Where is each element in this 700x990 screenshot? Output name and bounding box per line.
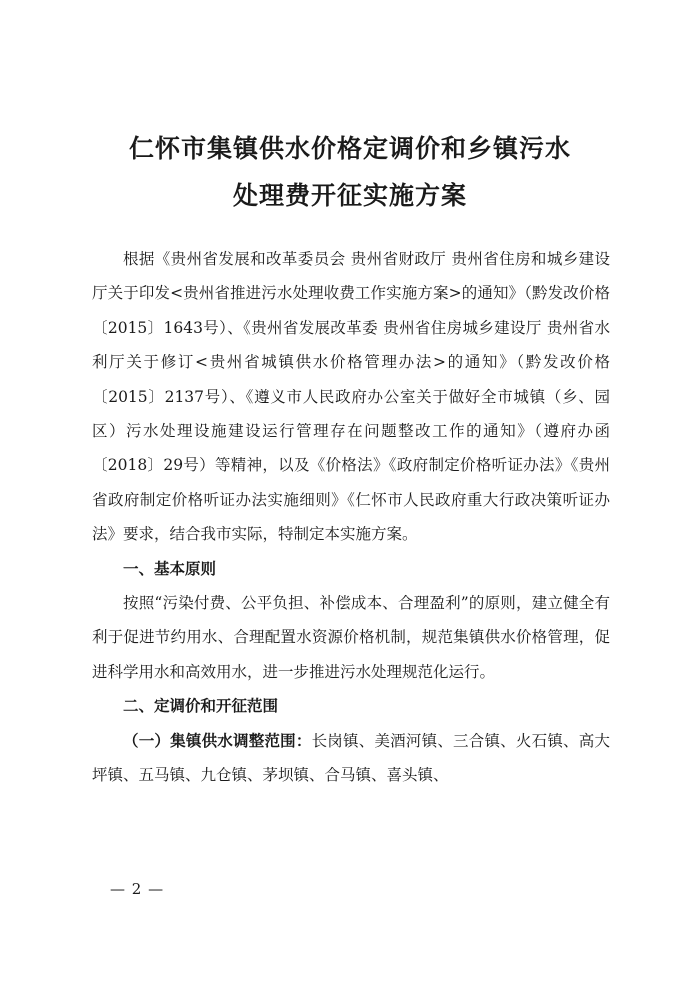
section-2-text: 长岗镇、美酒河镇、三合镇、火石镇、高大坪镇、五马镇、九仓镇、茅坝镇、合马镇、喜头镇、 xyxy=(92,731,610,785)
section-2-paragraph xyxy=(92,724,610,793)
section-2-subheading: （一）集镇供水调整范围： xyxy=(123,731,312,750)
document-title-line-2: 处理费开征实施方案 xyxy=(232,181,467,210)
section-1-paragraph: 按照“污染付费、公平负担、补偿成本、合理盈利”的原则，建立健全有利于促进节约用水、合理配置水资源价格机制，规范集镇供水价格管理，促进科学用水和高效用水，进一步推进污水处理规范化运行。 xyxy=(92,594,610,681)
page-number: — 2 — xyxy=(110,880,165,898)
document-body xyxy=(92,242,610,793)
intro-paragraph: 根据《贵州省发展和改革委员会 贵州省财政厅 贵州省住房和城乡建设厅关于印发<贵州省推进污水处理收费工作实施方案>的通知》（黔发改价格〔2015〕1643号）、《贵州省发展改革委 贵州省住房城乡建设厅 贵州省水利厅关于修订<贵州省城镇供水价格管理办法>的通知》（黔发改价格〔2015〕2137号）、《遵义市人民政府办公室关于做好全市城镇（乡、园区）污水处理设施建设运行管理存在问题整改工作的通知》（遵府办函〔2018〕29号）等精神，以及《价格法》《政府制定价格听证办法》《贵州省政府制定价格听证办法实施细则》《仁怀市人民政府重大行政决策听证办法》要求，结合我市实际，特制定本实施方案。 xyxy=(92,250,610,544)
section-2-heading: 二、定调价和开征范围 xyxy=(123,697,279,716)
document-title-line-1: 仁怀市集镇供水价格定调价和乡镇污水 xyxy=(128,134,571,163)
section-1-heading: 一、基本原则 xyxy=(123,559,217,578)
